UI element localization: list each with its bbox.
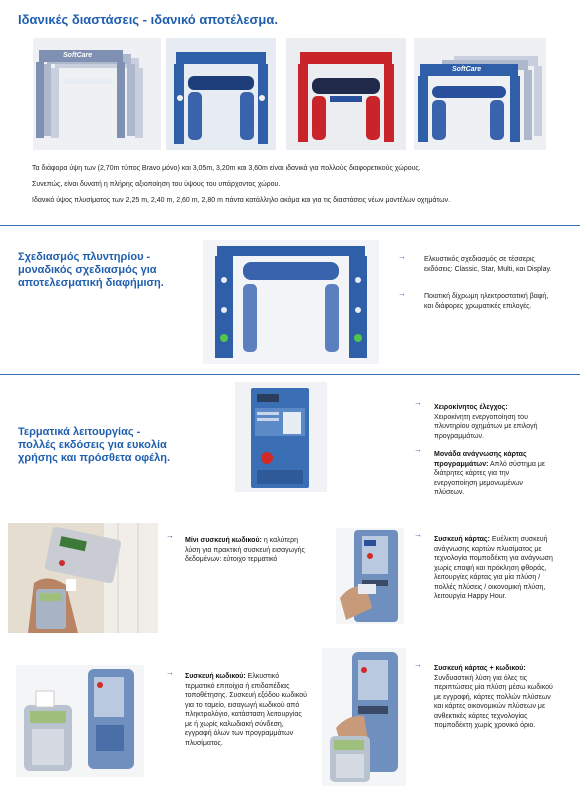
feature-card-device bbox=[434, 535, 554, 602]
feature-title: Συσκευή κάρτας + κωδικού: bbox=[434, 665, 526, 672]
section1-title: Ιδανικές διαστάσεις - ιδανικό αποτέλεσμα. bbox=[18, 12, 278, 27]
divider bbox=[0, 225, 580, 226]
divider bbox=[0, 374, 580, 375]
section2-title: Σχεδιασμός πλυντηρίου - μοναδικός σχεδιασμός για αποτελεσματική διαφήμιση. bbox=[18, 251, 164, 289]
section1-line3: Ιδανικό ύψος πλυσίματος των 2,25 m, 2,40 m, 2,60 m, 2,80 m πάντα κατάλληλο ακόμα και για τις διαστάσεις νέων μοντέλων οχημάτων. bbox=[32, 197, 451, 204]
section1-line2: Συνεπώς, είναι δυνατή η πλήρης αξιοποίηση του ύψους του υπάρχοντος χώρου. bbox=[32, 181, 281, 188]
card-code-device-image bbox=[322, 648, 406, 786]
feature-manual-control bbox=[434, 403, 554, 441]
feature-mini-code bbox=[185, 536, 305, 565]
machine-image-4 bbox=[414, 38, 546, 150]
feature-code-device bbox=[185, 672, 307, 748]
feature-text: Απλό σύστημα με διάτρητες κάρτες για την ενεργοποίηση μεμονωμένων πλύσεων. bbox=[434, 460, 546, 496]
arrow-right-icon: → bbox=[414, 530, 422, 539]
feature-title: Συσκευή κωδικού: bbox=[185, 673, 246, 680]
arrow-right-icon: → bbox=[166, 668, 174, 677]
arrow-right-icon: → bbox=[166, 531, 174, 540]
feature-title: Μονάδα ανάγνωσης κάρτας προγραμμάτων: bbox=[434, 451, 527, 468]
feature-text: η καλύτερη λύση για πρακτική συσκευή εισαγωγής δεδομένων: εύτοιχο τερματικό bbox=[185, 537, 305, 563]
feature-card-reader-programs bbox=[434, 450, 554, 498]
section3-title: Τερματικά λειτουργίας - πολλές εκδόσεις για ευκολία χρήσης και πρόσθετα οφέλη. bbox=[18, 426, 171, 464]
machine-image-3 bbox=[286, 38, 406, 150]
arrow-right-icon: → bbox=[414, 445, 422, 454]
brand-label: SoftCare bbox=[452, 66, 482, 73]
section2-bullet2: Ποιοτική δίχρωμη ηλεκτροστατική βαφή, και διάφορες χρωματικές επιλογές. bbox=[424, 293, 549, 310]
feature-text: Ευέλικτη συσκευή ανάγνωσης καρτών πλυσίματος με τεχνολογία πομποδέκτη για ανάγνωση χωρίς επαφή και πρόκληση φθοράς, λειτουργίες κάρτας για μία πλύση / πολλές πλύσεις / οικονομική πλύση, λειτουργία Happy Hour. bbox=[434, 536, 553, 600]
section1-line1: Τα διάφορα ύψη των (2,70m τύπος Bravo μόνο) και 3,05m, 3,20m και 3,60m είναι ιδανικά για πολλούς διαφορετικούς χώρους. bbox=[32, 165, 421, 172]
machine-image-2 bbox=[166, 38, 276, 150]
feature-title: Χειροκίνητος έλεγχος: bbox=[434, 404, 508, 411]
arrow-right-icon: → bbox=[414, 398, 422, 407]
section2-bullet1: Ελκυστικός σχεδιασμός σε τέσσερις εκδόσεις: Classic, Star, Multi, και Display. bbox=[424, 256, 552, 273]
machine-design-image bbox=[203, 240, 379, 364]
code-device-image bbox=[16, 665, 144, 777]
manual-control-image bbox=[235, 382, 327, 492]
feature-card-code-device bbox=[434, 664, 554, 731]
feature-text: Συνδυαστική λύση για όλες τις περιπτώσεις μία πλύση μέσω κωδικού με εγγραφή, κάρτες πολλών πλύσεων και κάρτες οικονομικών πλύσεων με ανθεκτικές κάρτες τεχνολογίας πομποδέκτη χωρίς χρονικό όριο. bbox=[434, 674, 553, 729]
feature-text: Χειροκίνητη ενεργοποίηση του πλυντηρίου οχημάτων με επιλογή προγραμμάτων. bbox=[434, 413, 538, 440]
arrow-right-icon: → bbox=[398, 289, 406, 298]
arrow-right-icon: → bbox=[398, 252, 406, 261]
arrow-right-icon: → bbox=[414, 660, 422, 669]
brand-label: SoftCare bbox=[63, 52, 93, 59]
feature-title: Μίνι συσκευή κωδικού: bbox=[185, 537, 262, 544]
feature-text: Ελκυστικό τερματικό επιτοίχια ή επιδαπέδιας τοποθέτησης. Συσκευή εξόδου κωδικού για το ταμείο, εισαγωγή κωδικού από πληκτρολόγιο, κατάσταση λειτουργίας με ή χωρίς καλωδιακή σύνδεση, εγγραφή όλων των προγραμμάτων πλυσίματος. bbox=[185, 673, 307, 747]
card-device-image bbox=[336, 528, 404, 624]
machine-image-1 bbox=[33, 38, 161, 150]
feature-title: Συσκευή κάρτας: bbox=[434, 536, 490, 543]
mini-code-device-image bbox=[8, 523, 158, 633]
